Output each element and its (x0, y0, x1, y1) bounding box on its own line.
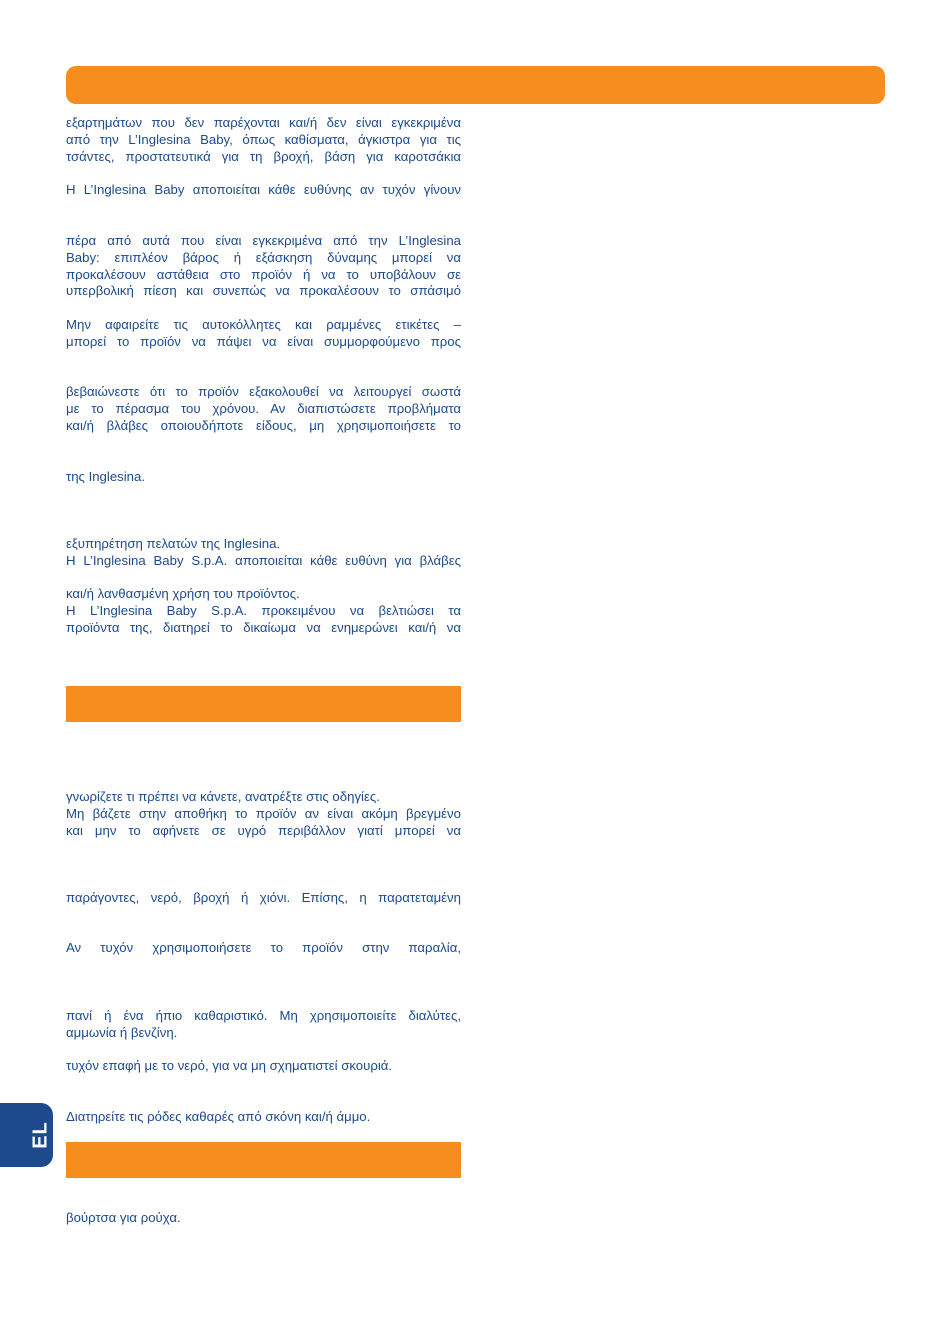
text-line: παράγοντες, νερό, βροχή ή χιόνι. Επίσης, η παρατεταμένη (66, 890, 461, 905)
text-line: Η L’Inglesina Baby S.p.A. αποποιείται κάθε ευθύνη για βλάβες (66, 552, 461, 568)
text-line: με το πέρασμα του χρόνου. Αν διαπιστώσετε προβλήματα (66, 400, 461, 416)
text-line: Μη βάζετε στην αποθήκη το προϊόν αν είναι ακόμη βρεγμένο (66, 805, 461, 821)
language-tab (0, 1103, 53, 1167)
text-line: βεβαιώνεστε ότι το προϊόν εξακολουθεί να λειτουργεί σωστά (66, 384, 461, 399)
text-line: τυχόν επαφή με το νερό, για να μη σχηματιστεί σκουριά. (66, 1058, 393, 1073)
text-line: εξαρτημάτων που δεν παρέχονται και/ή δεν είναι εγκεκριμένα (66, 115, 461, 130)
text-line: βούρτσα για ρούχα. (66, 1210, 181, 1225)
text-line: αμμωνία ή βενζίνη. (66, 1024, 178, 1040)
text-line: Μην αφαιρείτε τις αυτοκόλλητες και ραμμένες ετικέτες – (66, 317, 461, 332)
paragraph (66, 1008, 461, 1042)
text-line: από την L’Inglesina Baby, όπως καθίσματα, άγκιστρα για τις (66, 131, 461, 147)
text-line: Αν τυχόν χρησιμοποιήσετε το προϊόν στην παραλία, (66, 940, 461, 955)
text-line: Η L’Inglesina Baby αποποιείται κάθε ευθύνης αν τυχόν γίνουν (66, 182, 461, 197)
paragraph (66, 789, 461, 839)
paragraph (66, 1058, 461, 1075)
header-bar (66, 66, 885, 104)
paragraph (66, 536, 461, 570)
text-line: Η L’Inglesina Baby S.p.A. προκειμένου να βελτιώσει τα (66, 602, 461, 618)
section-heading-bar (66, 686, 461, 722)
text-line: της Inglesina. (66, 469, 146, 484)
paragraph (66, 317, 461, 351)
language-code: EL (29, 1121, 52, 1149)
paragraph (66, 182, 461, 199)
text-line: προϊόντα της, διατηρεί το δικαίωμα να ενημερώνει και/ή να (66, 619, 461, 635)
text-line: και/ή λανθασμένη χρήση του προϊόντος. (66, 586, 300, 601)
paragraph (66, 940, 461, 957)
text-line: Baby: επιπλέον βάρος ή εξάσκηση δύναμης μπορεί να (66, 249, 461, 265)
paragraph (66, 233, 461, 300)
section-heading-bar (66, 1142, 461, 1178)
paragraph (66, 890, 461, 907)
paragraph (66, 384, 461, 434)
text-line: και μην το αφήνετε σε υγρό περιβάλλον γιατί μπορεί να (66, 822, 461, 838)
text-line: προκαλέσουν αστάθεια στο προϊόν ή να το υποβάλουν σε (66, 266, 461, 282)
text-line: και/ή βλάβες οποιουδήποτε είδους, μη χρησιμοποιήσετε το (66, 417, 461, 433)
paragraph (66, 469, 461, 486)
text-line: πέρα από αυτά που είναι εγκεκριμένα από την L’Inglesina (66, 233, 461, 248)
paragraph (66, 1109, 461, 1126)
paragraph (66, 586, 461, 636)
text-line: γνωρίζετε τι πρέπει να κάνετε, ανατρέξτε στις οδηγίες. (66, 789, 380, 804)
text-line: μπορεί το προϊόν να πάψει να είναι συμμορφούμενο προς (66, 333, 461, 349)
paragraph (66, 1210, 461, 1227)
text-line: υπερβολική πίεση και συνεπώς να προκαλέσουν το σπάσιμό (66, 283, 461, 299)
paragraph (66, 115, 461, 165)
text-line: πανί ή ένα ήπιο καθαριστικό. Μη χρησιμοποιείτε διαλύτες, (66, 1008, 461, 1023)
text-line: τσάντες, προστατευτικά για τη βροχή, βάση για καροτσάκια (66, 148, 461, 164)
text-line: εξυπηρέτηση πελατών της Inglesina. (66, 536, 281, 551)
text-line: Διατηρείτε τις ρόδες καθαρές από σκόνη και/ή άμμο. (66, 1109, 371, 1124)
